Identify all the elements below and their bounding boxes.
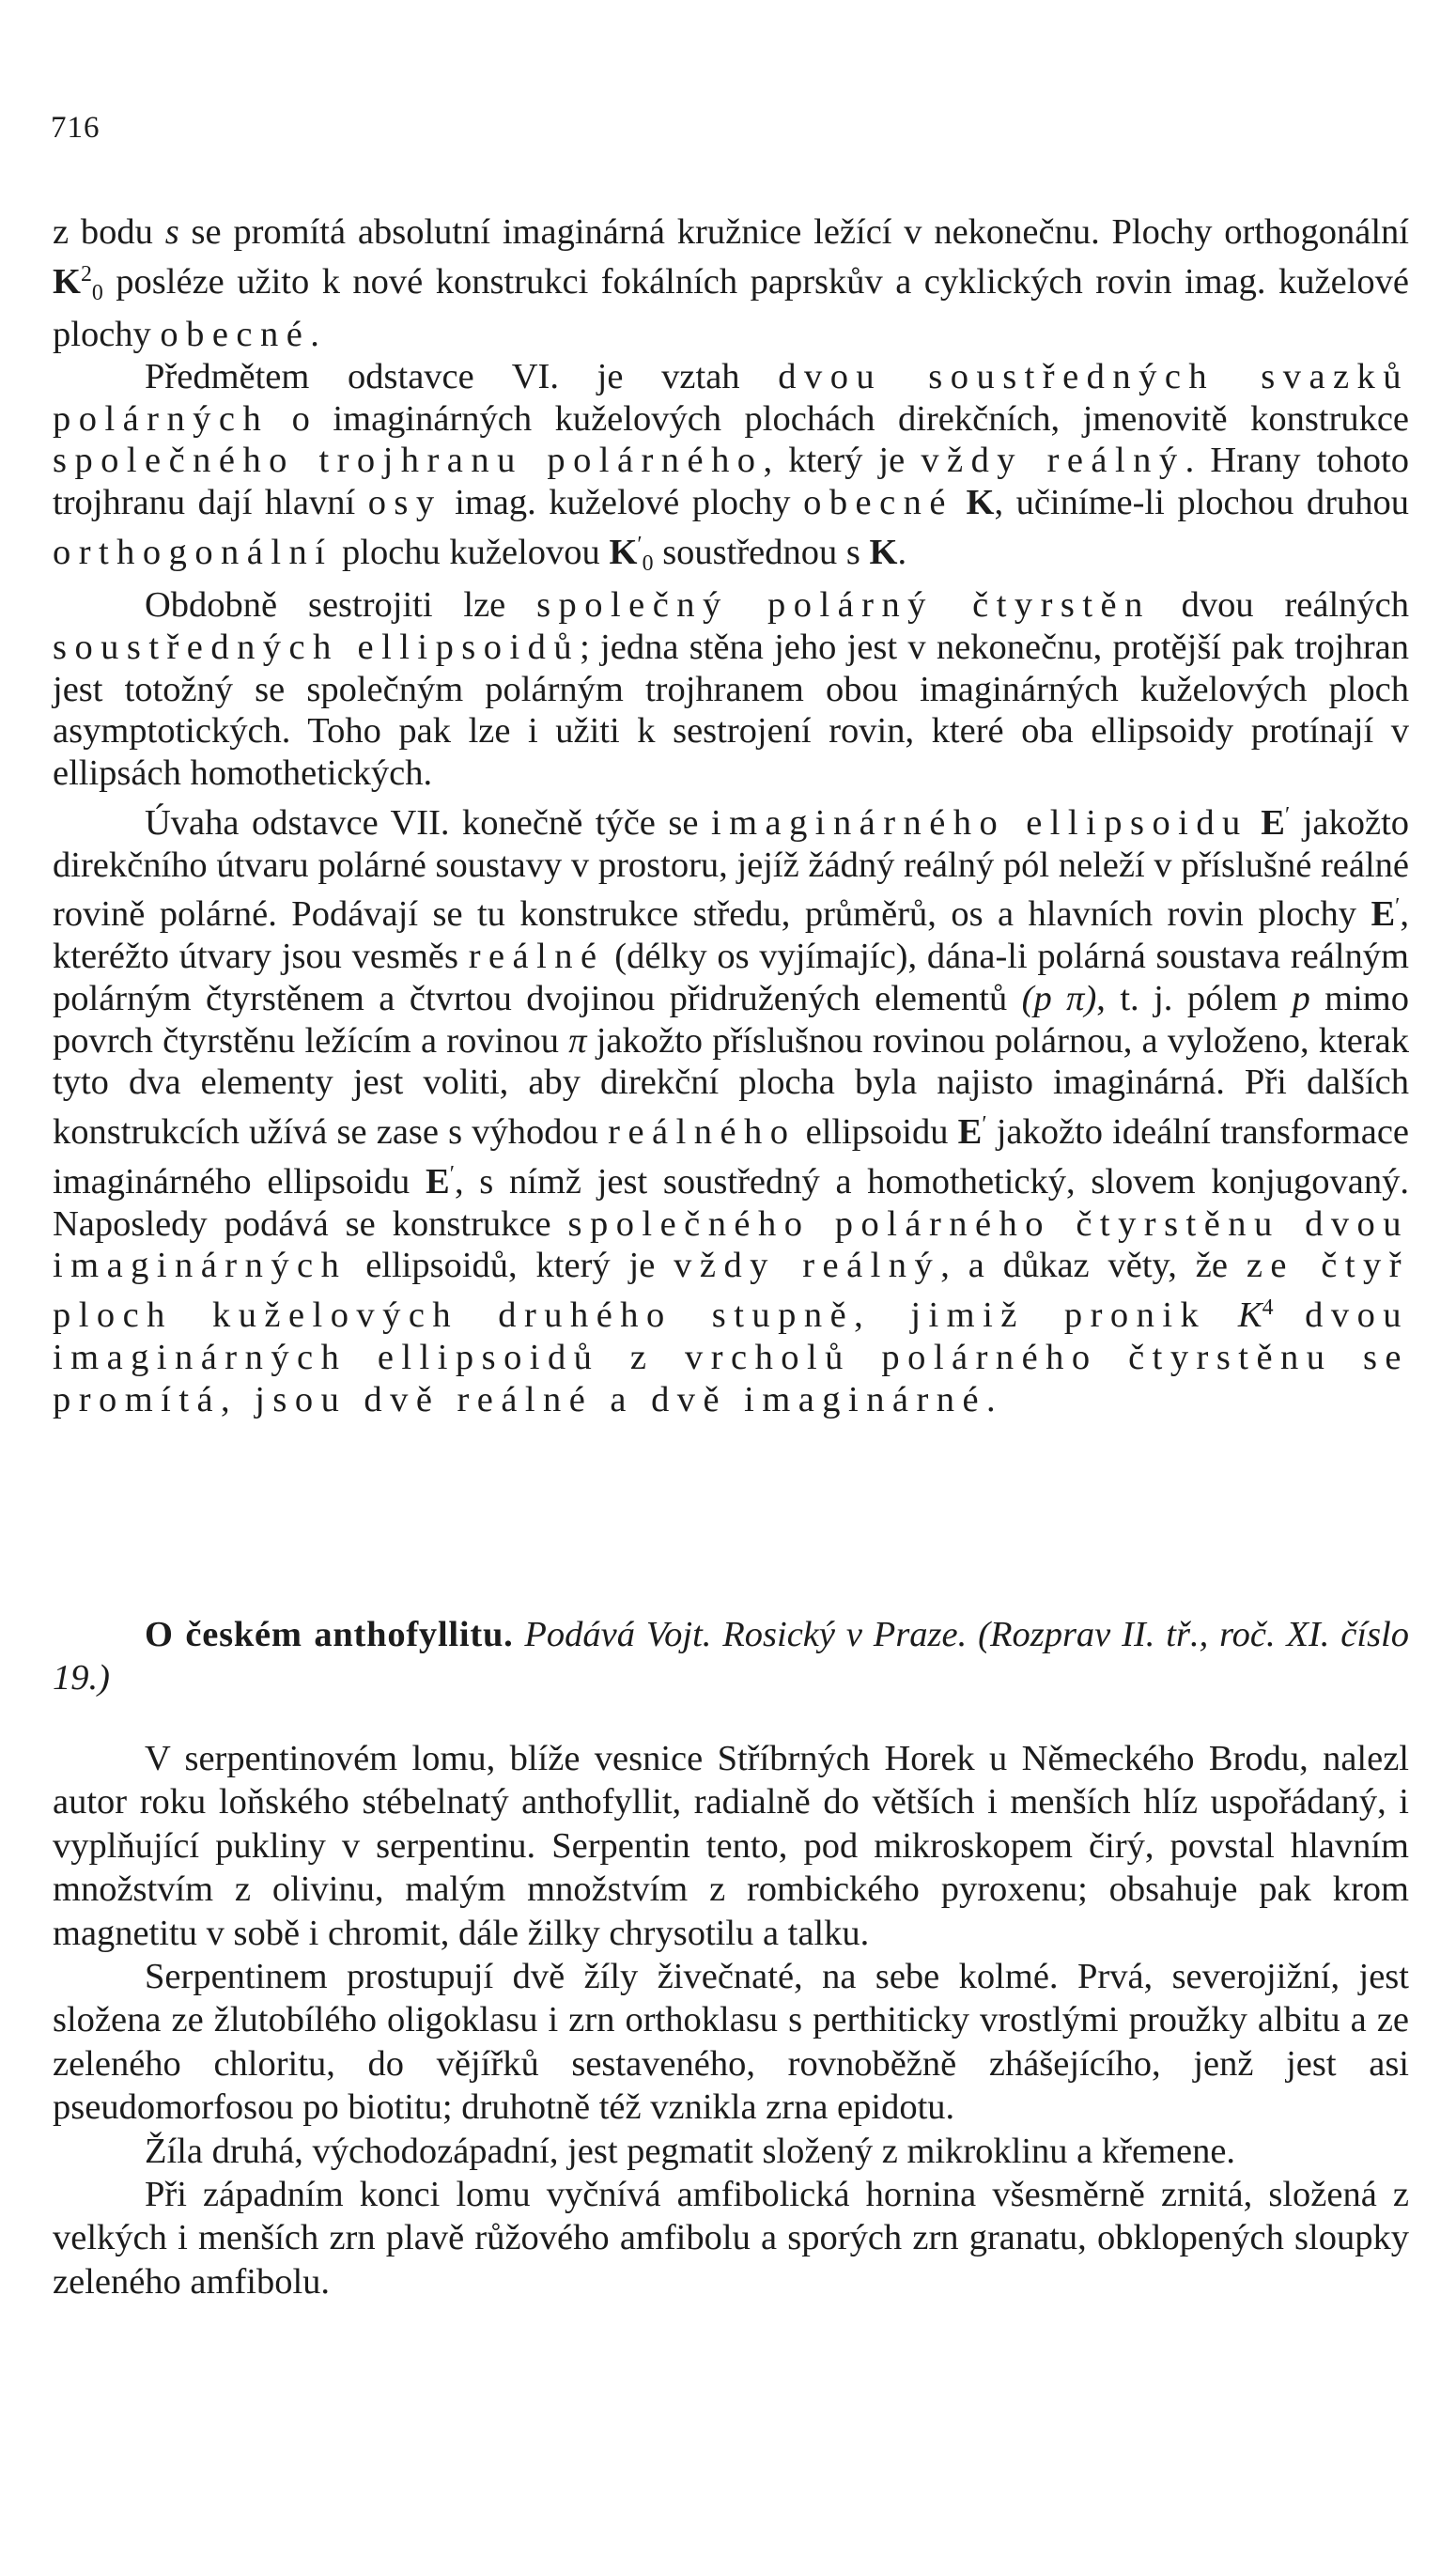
anthofyllit-paragraph-1: V serpentinovém lomu, blíže vesnice Stříbrných Horek u Německého Brodu, nalezl autor roku loňského stébelnatý anthofyllit, radialně do větších i menších hlíz uspořádaný, i vyplňující pukliny v serpentinu. Serpentin tento, pod mikroskopem čirý, povstal hlavním množstvím z olivinu, malým množstvím z rombického pyroxenu; obsahuje pak krom magnetitu v sobě i chromit, dále žilky chrysotilu a talku.	[53, 1739, 1409, 1953]
article-citation: Podává Vojt. Rosický v Praze. (Rozprav II. tř., roč. XI. číslo 19.)	[53, 1615, 1410, 1698]
article-title: O českém anthofyllitu.	[145, 1615, 514, 1654]
page-number: 716	[51, 111, 101, 145]
paragraph-1: z bodu s se promítá absolutní imaginárná kružnice ležící v nekonečnu. Plochy orthogonální $K^2_0$ posléze užito k nové konstrukci fokálních paprskův a cyklických rovin imag. kuželové plochy obecné.	[53, 212, 1410, 355]
section-review-continuation	[53, 211, 1409, 1420]
paragraph-2: Předmětem odstavce VI. je vztah dvou soustředných svazků polárných o imaginárných kuželových plochách direkčních, jmenovitě konstrukce společného trojhranu polárného, který je vždy reálný. Hrany tohoto trojhranu dají hlavní osy imag. kuželové plochy obecné K, učiníme-li plochou druhou orthogonální plochu kuželovou $K'_0$ soustřednou s K.	[53, 356, 1410, 576]
anthofyllit-paragraph-2: Serpentinem prostupují dvě žíly živečnaté, na sebe kolmé. Prvá, severojižní, jest složena ze žlutobílého oligoklasu i zrn orthoklasu s perthiticky vrostlými proužky albitu a ze zeleného chloritu, do vějířků sestaveného, rovnoběžně zhášejícího, jenž jest asi pseudomorfosou po biotitu; druhotně též vznikla zrna epidotu.	[53, 1957, 1409, 2128]
anthofyllit-paragraph-3: Žíla druhá, východozápadní, jest pegmatit složený z mikroklinu a křemene.	[145, 2131, 1236, 2171]
paragraph-3: Obdobně sestrojiti lze společný polárný čtyrstěn dvou reálných soustředných ellipsoidů; jedna stěna jeho jest v nekonečnu, protější pak trojhran jest totožný se společným polárným trojhranem obou imaginárných kuželových ploch asymptotických. Toho pak lze i užiti k sestrojení rovin, které oba ellipsoidy protínají v ellipsách homothetických.	[53, 585, 1409, 794]
paragraph-4: Úvaha odstavce VII. konečně týče se imaginárného ellipsoidu E′ jakožto direkčního útvaru polárné soustavy v prostoru, jejíž žádný reálný pól neleží v příslušné reálné rovině polárné. Podávají se tu konstrukce středu, průměrů, os a hlavních rovin plochy E′, kteréžto útvary jsou vesměs reálné (délky os vyjímajíc), dána-li polárná soustava reálným polárným čtyrstěnem a čtvrtou dvojinou přidružených elementů (p π), t. j. pólem p mimo povrch čtyrstěnu ležícím a rovinou π jakožto příslušnou rovinou polárnou, a vyloženo, kterak tyto dva elementy jest voliti, aby direkční plocha byla najisto imaginárná. Při dalších konstrukcích užívá se zase s výhodou reálného ellipsoidu E′ jakožto ideální transformace imaginárného ellipsoidu E′, s nímž jest soustředný a homothetický, slovem konjugovaný. Naposledy podává se konstrukce společného polárného čtyrstěnu dvou imaginárných ellipsoidů, který je vždy reálný, a důkaz věty, že ze čtyř ploch kuželových druhého stupně, jimiž pronik $K^4$ dvou imaginárných ellipsoidů z vrcholů polárného čtyrstěnu se promítá, jsou dvě reálné a dvě imaginárné.	[53, 802, 1410, 1419]
article-heading	[53, 1613, 1409, 1699]
anthofyllit-paragraph-4: Při západním konci lomu vyčnívá amfibolická hornina všesměrně zrnitá, složená z velkých i menších zrn plavě růžového amfibolu a sporých zrn granatu, obklopených sloupky zeleného amfibolu.	[53, 2175, 1409, 2302]
section-anthofyllit	[53, 1613, 1409, 2303]
